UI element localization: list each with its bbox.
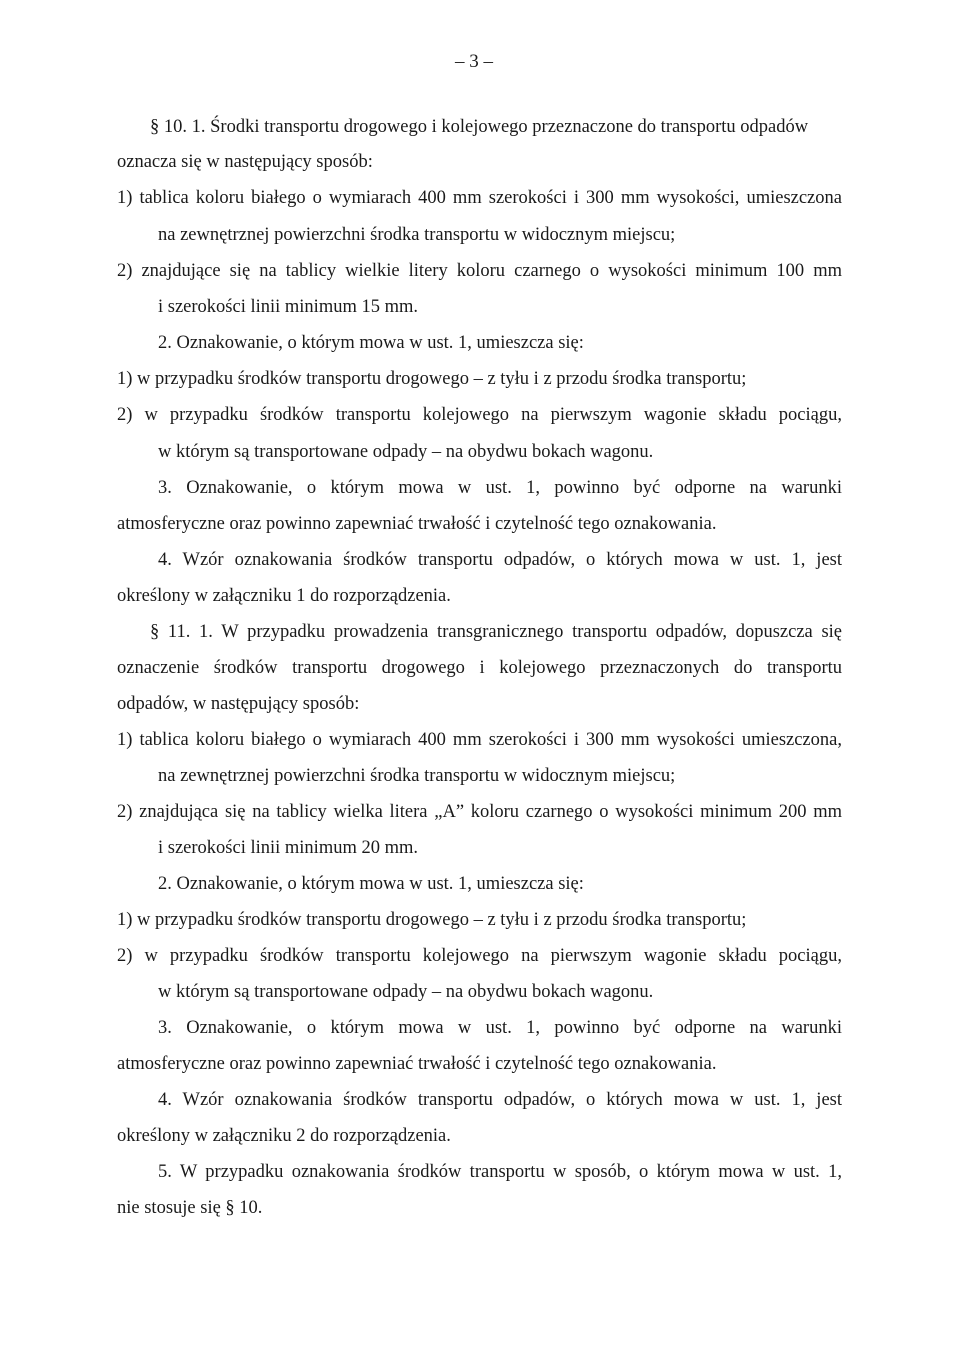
para-11-2-item-2-line-1: 2) w przypadku środków transportu kolejowego na pierwszym wagonie składu pociągu, xyxy=(117,946,842,966)
para-11-1-line-2: oznaczenie środków transportu drogowego i kolejowego przeznaczonych do transportu xyxy=(117,658,842,678)
para-10-item-2-line-2: i szerokości linii minimum 15 mm. xyxy=(158,297,419,317)
para-10-4-line-1: 4. Wzór oznakowania środków transportu odpadów, o których mowa w ust. 1, jest xyxy=(158,550,842,570)
para-11-2-item-2-line-2: w którym są transportowane odpady – na obydwu bokach wagonu. xyxy=(158,982,654,1002)
para-11-3-line-1: 3. Oznakowanie, o którym mowa w ust. 1, powinno być odporne na warunki xyxy=(158,1018,842,1038)
para-10-2-heading: 2. Oznakowanie, o którym mowa w ust. 1, umieszcza się: xyxy=(158,333,584,353)
para-10-2-item-2-line-2: w którym są transportowane odpady – na obydwu bokach wagonu. xyxy=(158,442,654,462)
para-11-4-line-1: 4. Wzór oznakowania środków transportu odpadów, o których mowa w ust. 1, jest xyxy=(158,1090,842,1110)
para-10-item-2-line-1: 2) znajdujące się na tablicy wielkie litery koloru czarnego o wysokości minimum 100 mm xyxy=(117,261,842,281)
para-11-3-line-2: atmosferyczne oraz powinno zapewniać trwałość i czytelność tego oznakowania. xyxy=(117,1054,717,1074)
para-11-4-line-2: określony w załączniku 2 do rozporządzenia. xyxy=(117,1126,451,1146)
para-11-2-heading: 2. Oznakowanie, o którym mowa w ust. 1, umieszcza się: xyxy=(158,874,584,894)
para-10-2-item-1: 1) w przypadku środków transportu drogowego – z tyłu i z przodu środka transportu; xyxy=(117,369,747,389)
para-11-5-line-2: nie stosuje się § 10. xyxy=(117,1198,263,1218)
para-11-2-item-1: 1) w przypadku środków transportu drogowego – z tyłu i z przodu środka transportu; xyxy=(117,910,747,930)
para-10-3-line-1: 3. Oznakowanie, o którym mowa w ust. 1, powinno być odporne na warunki xyxy=(158,478,842,498)
para-10-4-line-2: określony w załączniku 1 do rozporządzenia. xyxy=(117,586,451,606)
para-11-item-1-line-2: na zewnętrznej powierzchni środka transportu w widocznym miejscu; xyxy=(158,766,676,786)
page-number: – 3 – xyxy=(455,51,493,72)
para-10-2-item-2-line-1: 2) w przypadku środków transportu kolejowego na pierwszym wagonie składu pociągu, xyxy=(117,405,842,425)
para-11-item-2-line-2: i szerokości linii minimum 20 mm. xyxy=(158,838,419,858)
para-11-5-line-1: 5. W przypadku oznakowania środków transportu w sposób, o którym mowa w ust. 1, xyxy=(158,1162,842,1182)
para-10-item-1-line-1: 1) tablica koloru białego o wymiarach 400 mm szerokości i 300 mm wysokości, umieszczona xyxy=(117,188,842,208)
para-10-1-line-2: oznacza się w następujący sposób: xyxy=(117,152,373,172)
para-11-1-line-1: § 11. 1. W przypadku prowadzenia transgranicznego transportu odpadów, dopuszcza się xyxy=(150,622,842,642)
para-11-item-1-line-1: 1) tablica koloru białego o wymiarach 400 mm szerokości i 300 mm wysokości umieszczona, xyxy=(117,730,842,750)
para-10-item-1-line-2: na zewnętrznej powierzchni środka transportu w widocznym miejscu; xyxy=(158,225,676,245)
para-11-item-2-line-1: 2) znajdująca się na tablicy wielka litera „A” koloru czarnego o wysokości minimum 200 mm xyxy=(117,802,842,822)
para-10-1-line-1: § 10. 1. Środki transportu drogowego i kolejowego przeznaczone do transportu odpadów xyxy=(150,117,809,137)
para-10-3-line-2: atmosferyczne oraz powinno zapewniać trwałość i czytelność tego oznakowania. xyxy=(117,514,717,534)
para-11-1-line-3: odpadów, w następujący sposób: xyxy=(117,694,360,714)
